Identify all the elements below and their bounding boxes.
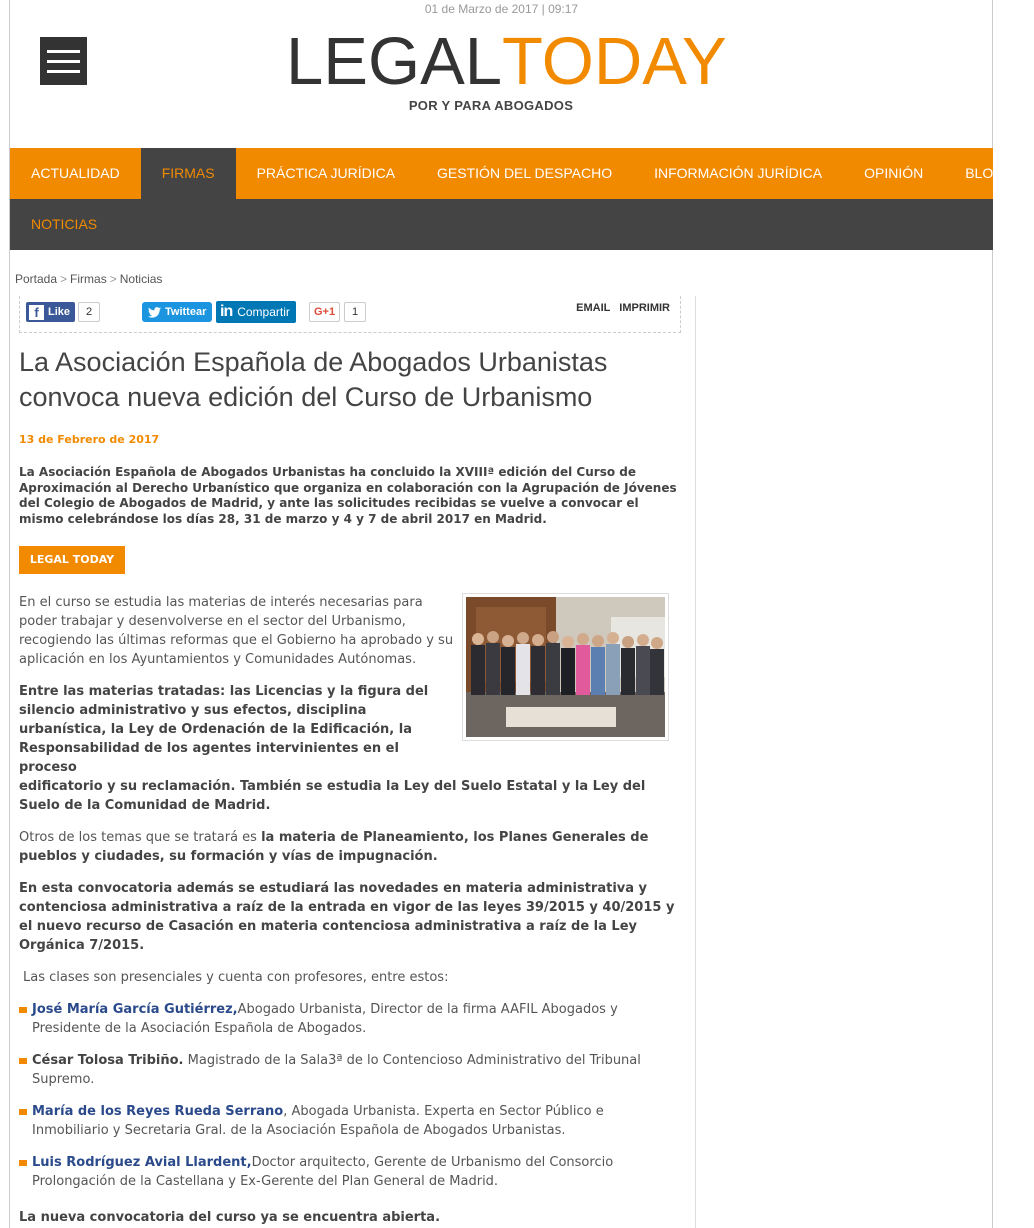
list-bullet-icon: [19, 1058, 27, 1064]
professor-description: , Abogada Urbanista. Experta en Sector Público e Inmobiliario y Secretaria Gral. de la Asociación Española de Abogados Urbanistas.: [32, 1104, 604, 1138]
breadcrumb-separator: >: [60, 272, 68, 286]
print-link[interactable]: IMPRIMIR: [619, 302, 670, 314]
nav-item-actualidad[interactable]: ACTUALIDAD: [31, 165, 120, 181]
professor-name-link[interactable]: Luis Rodríguez Avial Llardent,: [32, 1155, 252, 1170]
facebook-like-button[interactable]: [26, 302, 75, 322]
article-date: 13 de Febrero de 2017: [19, 433, 160, 446]
sub-nav: [10, 199, 993, 250]
twitter-share-label: Twittear: [165, 306, 207, 318]
article-paragraph: En el curso se estudia las materias de interés necesarias para poder trabajar y desenvolverse en el sector del Urbanismo, recogiendo las últimas reformas que el Gobierno ha aprobado y su aplicación en los Ayuntamientos y Comunidades Autónomas.: [19, 595, 454, 667]
google-plus-count: 1: [344, 302, 366, 322]
share-bar: [19, 296, 681, 333]
nav-item-opinion[interactable]: OPINIÓN: [864, 165, 924, 181]
list-bullet-icon: [19, 1007, 27, 1013]
list-item: [19, 1051, 682, 1089]
nav-item-gestion-despacho[interactable]: GESTIÓN DEL DESPACHO: [437, 165, 613, 181]
list-item: [19, 1102, 682, 1140]
hamburger-line: [47, 60, 80, 63]
professor-name: César Tolosa Tribiño.: [32, 1053, 184, 1068]
article-paragraph: [19, 828, 682, 866]
professor-name-link[interactable]: José María García Gutiérrez,: [32, 1002, 238, 1017]
professor-list: [19, 1000, 682, 1191]
google-plus-button[interactable]: G+1: [309, 302, 340, 322]
list-item: [19, 1153, 682, 1191]
article-paragraph: Las clases son presenciales y cuenta con profesores, entre estos:: [23, 970, 449, 985]
article-paragraph-part: Otros de los temas que se tratará es: [19, 830, 262, 845]
article-paragraph-bold: En esta convocatoria además se estudiará las novedades en materia administrativa y contenciosa administrativa a raíz de la entrada en vigor de las leyes 39/2015 y 40/2015 y el nuevo recurso de Casación en materia contenciosa administrativa a raíz de la Ley Orgánica 7/2015.: [19, 881, 675, 953]
facebook-icon: f: [29, 305, 44, 320]
article-paragraph-part: edificatorio y su reclamación. También se estudia la Ley del Suelo Estatal y la Ley del Suelo de la Comunidad de Madrid.: [19, 779, 646, 813]
article-paragraph-emphasis: la materia de Planeamiento, los Planes Generales de pueblos y ciudades, su formación y vías de impugnación.: [19, 830, 649, 864]
nav-item-firmas[interactable]: FIRMAS: [141, 148, 236, 199]
hamburger-line: [47, 50, 80, 53]
article-title: La Asociación Española de Abogados Urbanistas convoca nueva edición del Curso de Urbanismo: [19, 347, 608, 412]
list-bullet-icon: [19, 1109, 27, 1115]
article-lead: La Asociación Española de Abogados Urbanistas ha concluido la XVIIIª edición del Curso de Aproximación al Derecho Urbanístico que organiza en colaboración con la Agrupación de Jóvenes del Colegio de Abogados de Madrid, y ante las solicitudes recibidas se vuelve a convocar el mismo celebrándose los días 28, 31 de marzo y 4 y 7 de abril 2017 en Madrid.: [19, 465, 677, 526]
list-bullet-icon: [19, 1160, 27, 1166]
breadcrumb-noticias[interactable]: Noticias: [119, 272, 163, 286]
main-nav: [10, 148, 1014, 199]
column-divider: [695, 296, 696, 1228]
header-datetime: 01 de Marzo de 2017 | 09:17: [424, 2, 579, 16]
source-tag[interactable]: LEGAL TODAY: [19, 546, 125, 574]
facebook-like-count: 2: [78, 302, 100, 322]
twitter-share-button[interactable]: [142, 302, 212, 322]
nav-item-practica-juridica[interactable]: PRÁCTICA JURÍDICA: [256, 165, 396, 181]
hamburger-icon[interactable]: [40, 37, 87, 85]
site-tagline: POR Y PARA ABOGADOS: [408, 98, 574, 113]
article-tools: [570, 302, 670, 314]
breadcrumb-portada[interactable]: Portada: [15, 272, 58, 286]
email-link[interactable]: EMAIL: [576, 302, 611, 314]
linkedin-share-button[interactable]: [216, 301, 296, 323]
article-body: [19, 593, 682, 1227]
breadcrumb-separator: >: [109, 272, 117, 286]
nav-item-blogs[interactable]: BLOGS: [965, 165, 1014, 181]
hamburger-line: [47, 70, 80, 73]
nav-item-informacion-juridica[interactable]: INFORMACIÓN JURÍDICA: [654, 165, 823, 181]
article-paragraph-part: Entre las materias tratadas: las Licencias y la figura del silencio administrativo y sus efectos, disciplina urbanística, la Ley de Ordenación de la Edificación, la Responsabilidad de los agentes intervinientes en el proceso: [19, 684, 429, 775]
list-item: [19, 1000, 682, 1038]
breadcrumb: [15, 272, 162, 286]
subnav-item-noticias[interactable]: NOTICIAS: [31, 216, 98, 232]
article-closing: La nueva convocatoria del curso ya se encuentra abierta.: [19, 1210, 441, 1225]
article-paragraph-bold: [19, 682, 682, 815]
linkedin-icon: in: [220, 303, 233, 320]
professor-description: Magistrado de la Sala3ª de lo Contencioso Administrativo del Tribunal Supremo.: [32, 1053, 641, 1087]
twitter-bird-icon: [148, 307, 161, 318]
logo-today: TODAY: [502, 24, 727, 99]
breadcrumb-firmas[interactable]: Firmas: [70, 272, 107, 286]
professor-name-link[interactable]: María de los Reyes Rueda Serrano: [32, 1104, 284, 1119]
site-logo[interactable]: [286, 24, 727, 99]
linkedin-share-label: Compartir: [237, 305, 290, 319]
professor-description: Doctor arquitecto, Gerente de Urbanismo del Consorcio Prolongación de la Castellana y Ex-Gerente del Plan General de Madrid.: [32, 1155, 614, 1189]
logo-legal: LEGAL: [286, 24, 503, 99]
facebook-like-label: Like: [48, 306, 71, 318]
professor-description: Abogado Urbanista, Director de la firma AAFIL Abogados y Presidente de la Asociación Española de Abogados.: [32, 1002, 618, 1036]
